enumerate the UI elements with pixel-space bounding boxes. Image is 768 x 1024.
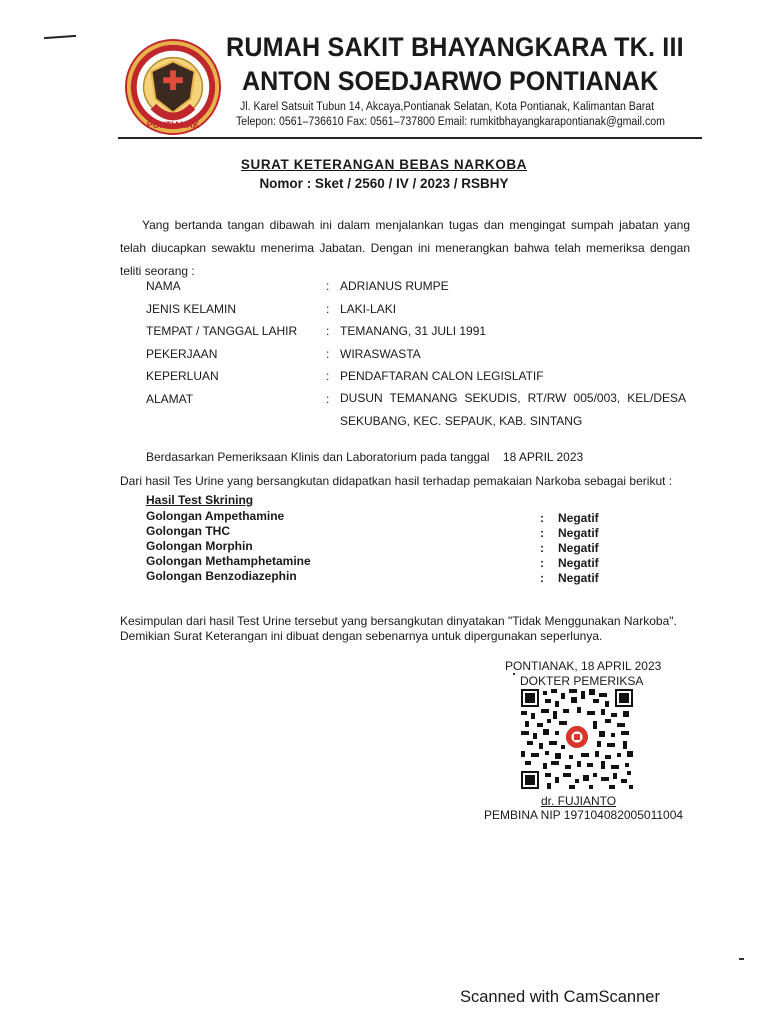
hospital-name-line2: ANTON SOEDJARWO PONTIANAK — [242, 66, 659, 96]
result-colon: : — [540, 511, 544, 525]
qr-code-icon — [521, 689, 633, 789]
conclusion: Kesimpulan dari hasil Test Urine tersebut yang bersangkutan dinyatakan "Tidak Menggunakan Narkoba". — [120, 614, 677, 628]
hospital-name-line1: RUMAH SAKIT BHAYANGKARA TK. III — [226, 32, 684, 62]
result-colon: : — [540, 556, 544, 570]
signature-place-date: PONTIANAK, 18 APRIL 2023 — [505, 659, 662, 673]
intro-paragraph: Yang bertanda tangan dibawah ini dalam menjalankan tugas dan mengingat sumpah jabatan yang telah diucapkan sewaktu menerima Jabatan. Dengan ini menerangkan bahwa telah memeriksa dengan teliti seorang : — [120, 218, 690, 278]
result-name: Golongan THC — [146, 524, 230, 538]
doctor-name: dr. FUJIANTO — [541, 794, 617, 808]
result-name: Golongan Benzodiazephin — [146, 569, 297, 583]
pen-mark — [44, 35, 76, 39]
field-colon: : — [326, 279, 330, 293]
result-name: Golongan Morphin — [146, 539, 253, 553]
speck — [513, 673, 515, 675]
field-colon: : — [326, 392, 330, 406]
field-value-pekerjaan: WIRASWASTA — [340, 347, 421, 361]
signature-role: DOKTER PEMERIKSA — [520, 674, 644, 688]
doctor-nip: PEMBINA NIP 197104082005011004 — [484, 808, 684, 822]
field-label-tempat-tanggal-lahir: TEMPAT / TANGGAL LAHIR — [146, 324, 298, 338]
field-value-jenis-kelamin: LAKI-LAKI — [340, 302, 397, 316]
field-value-alamat: DUSUN TEMANANG SEKUDIS, RT/RW 005/003, KEL/DESA SEKUBANG, KEC. SEPAUK, KAB. SINTANG — [340, 391, 686, 428]
exam-basis — [146, 450, 583, 464]
speck — [739, 958, 744, 960]
hospital-logo-icon — [124, 38, 222, 136]
field-value-tempat-tanggal-lahir: TEMANANG, 31 JULI 1991 — [340, 324, 487, 338]
exam-basis-text: Berdasarkan Pemeriksaan Klinis dan Laboratorium pada tanggal — [146, 450, 490, 464]
document-title — [0, 157, 768, 172]
camscanner-watermark: Scanned with CamScanner — [460, 988, 660, 1006]
field-label-jenis-kelamin: JENIS KELAMIN — [146, 302, 237, 316]
statement: Demikian Surat Keterangan ini dibuat dengan sebenarnya untuk dipergunakan seperlunya. — [120, 629, 603, 643]
result-colon: : — [540, 526, 544, 540]
svg-text:PONTIANAK: PONTIANAK — [146, 120, 200, 131]
results-heading: Hasil Test Skrining — [146, 493, 254, 507]
result-name: Golongan Ampethamine — [146, 509, 285, 523]
result-name: Golongan Methamphetamine — [146, 554, 311, 568]
field-colon: : — [326, 302, 330, 316]
result-colon: : — [540, 541, 544, 555]
field-colon: : — [326, 324, 330, 338]
letterhead-divider — [118, 137, 702, 139]
field-label-keperluan: KEPERLUAN — [146, 369, 219, 383]
result-value: Negatif — [558, 556, 599, 570]
result-value: Negatif — [558, 571, 599, 585]
result-value: Negatif — [558, 511, 599, 525]
field-value-nama: ADRIANUS RUMPE — [340, 279, 449, 293]
field-label-alamat: ALAMAT — [146, 392, 194, 406]
result-value: Negatif — [558, 541, 599, 555]
hospital-address: Jl. Karel Satsuit Tubun 14, Akcaya,Pontianak Selatan, Kota Pontianak, Kalimantan Barat — [240, 101, 655, 113]
exam-date: 18 APRIL 2023 — [502, 450, 584, 464]
field-label-nama: NAMA — [146, 279, 181, 293]
result-intro: Dari hasil Tes Urine yang bersangkutan didapatkan hasil terhadap pemakaian Narkoba sebagai berikut : — [120, 474, 673, 488]
document-title-text: SURAT KETERANGAN BEBAS NARKOBA — [240, 157, 528, 172]
field-label-pekerjaan: PEKERJAAN — [146, 347, 218, 361]
field-colon: : — [326, 369, 330, 383]
result-value: Negatif — [558, 526, 599, 540]
field-colon: : — [326, 347, 330, 361]
result-colon: : — [540, 571, 544, 585]
document-number: Nomor : Sket / 2560 / IV / 2023 / RSBHY — [259, 176, 509, 191]
field-value-keperluan: PENDAFTARAN CALON LEGISLATIF — [340, 369, 544, 383]
hospital-contact: Telepon: 0561–736610 Fax: 0561–737800 Email: rumkitbhayangkarapontianak@gmail.com — [236, 116, 665, 128]
